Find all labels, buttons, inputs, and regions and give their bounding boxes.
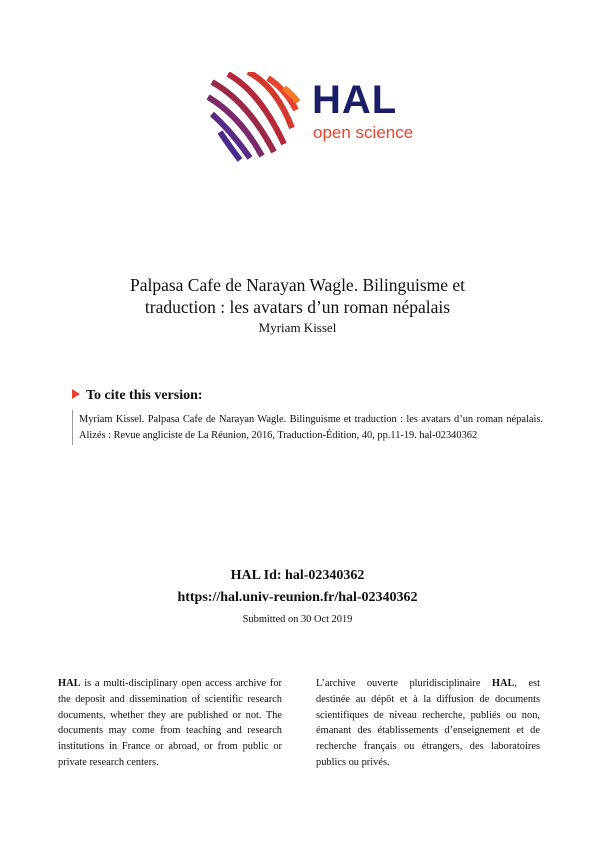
french-description [316, 676, 540, 771]
english-description [58, 676, 282, 771]
document-url[interactable]: https://hal.univ-reunion.fr/hal-02340362 [177, 590, 418, 605]
cite-heading-text: To cite this version: [86, 388, 203, 403]
cite-heading [72, 388, 203, 404]
submission-date: Submitted on 30 Oct 2019 [242, 614, 353, 625]
french-description-start: L’archive ouverte pluridisciplinaire [316, 678, 492, 689]
author-name: Myriam Kissel [258, 320, 337, 335]
citation-text: Myriam Kissel. Palpasa Cafe de Narayan Wagle. Bilinguisme et traduction : les avatars d’un roman népalais. Alizés : Revue angliciste de La Réunion, 2016, Traduction-Édition, 40, pp.11-19. hal-02340362 [72, 410, 543, 445]
id-block [60, 566, 535, 625]
triangle-bullet-icon [72, 389, 80, 399]
title-line-2: traduction : les avatars d’un roman népalais [144, 297, 451, 317]
hal-id: HAL Id: hal-02340362 [230, 568, 365, 583]
logo-subtitle: open science [313, 123, 414, 142]
title-line-1: Palpasa Cafe de Narayan Wagle. Bilinguisme et [129, 275, 466, 295]
english-description-text: is a multi-disciplinary open access archive for the deposit and dissemination of scientific research documents, whether they are published or not. The documents may come from teaching and research institutions in France or abroad, or from public or private research centers. [58, 678, 282, 768]
hal-logo [200, 72, 440, 164]
hal-bold: HAL [58, 678, 81, 689]
logo-wordmark: HAL [312, 78, 398, 122]
hal-bold-fr: HAL [491, 678, 515, 689]
french-description-end: , est destinée au dépôt et à la diffusion de documents scientifiques de niveau recherche, publiés ou non, émanant des établissements d’enseignement et de recherche français ou étrangers, des laboratoires publics ou privés. [316, 678, 540, 768]
hal-logo-icon [200, 72, 310, 164]
document-title [60, 274, 535, 318]
